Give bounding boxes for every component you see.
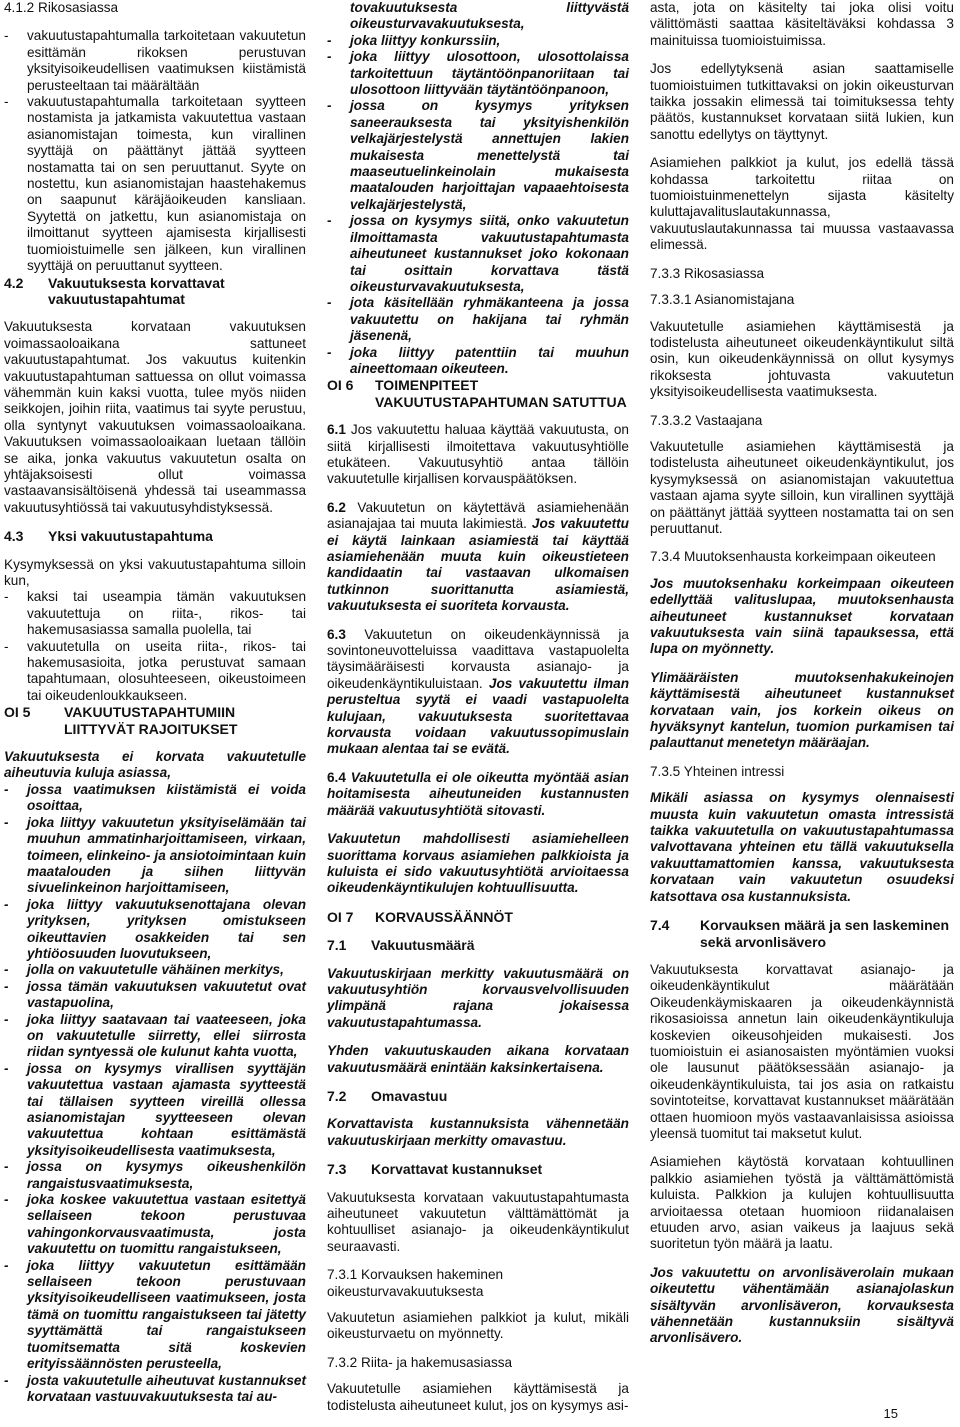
paragraph: tovakuutuksesta liittyvästä oikeusturvavakuutuksesta, xyxy=(350,0,629,32)
paragraph-emphasis: Vakuutetulla ei ole oikeutta myöntää asian hoitamisesta aiheutuneiden kustannusten määrää vakuutusyhtiötä sitovasti. xyxy=(327,769,629,818)
section-number: 7.4 xyxy=(650,917,670,934)
paragraph: Vakuutuskirjaan merkitty vakuutusmäärä on vakuutusyhtiön korvausvelvollisuuden ylimpänä rajana jokaisessa vakuutustapahtumassa. xyxy=(327,965,629,1030)
section-4-1-2-title: 4.1.2 Rikosasiassa xyxy=(4,0,119,15)
section-7-2-heading xyxy=(327,1088,629,1104)
section-title: Vakuutuksesta korvattavat vakuutustapahtumat xyxy=(48,274,225,307)
section-title: Omavastuu xyxy=(371,1087,448,1104)
paragraph-number: 6.4 xyxy=(327,769,346,785)
section-number: 7.3 xyxy=(327,1161,347,1178)
list-item: - joka liittyy saatavaan tai vaateeseen, joka on vakuutetulle siirretty, ellei siirrosta riidan syntyessä ole kulunut kahta vuotta, xyxy=(4,1012,306,1061)
column-2 xyxy=(327,0,629,1414)
paragraph: Vakuutuksesta ei korvata vakuutetulle aiheutuvia kuluja asiassa, xyxy=(4,749,306,781)
section-ol7-heading xyxy=(327,909,629,925)
paragraph: Vakuutuksesta korvattavat asianajo- ja oikeudenkäyntikulut määrätään Oikeudenkäymiskaaren ja oikeudenkäynnistä rikosasioissa annetun lain oikeudenkäyntikuluja koskevien oikeusohjeiden mukaisesti. Jos tuomioistuin ei asianosaisten myöntämien vuoksi ole lausunut päätöksessään asianajo- ja oikeudenkäyntikuluista, tai jos asia on ratkaistu sovintoteitse, korvattavat kustannukset määrätään ottaen huomioon myös vastaavanlaisissa asioissa yleensä tuomitut tai maksetut kulut. xyxy=(650,961,954,1141)
list-item: - vakuutustapahtumalla tarkoitetaan syytteen nostamista ja jatkamista vakuutettua vastaan asianomistajan toimesta, kun virallinen syyttäjä on päättänyt jättää syytteen nostamatta tai on sen peruuttanut. Syyte on nostettu, kun asianomistajan haastehakemus on saapunut käräjäoikeuden kansliaan. Syytettä on jatkettu, kun asianomistaja on ilmoittanut syytteen ajamisesta kirjallisesti tuomioistuimelle sen jälkeen, kun virallinen syyttäjä on peruuttanut syytteen. xyxy=(4,94,306,274)
column-3 xyxy=(650,0,954,1359)
paragraph-number: 6.1 xyxy=(327,422,346,438)
list-item: - joka liittyy vakuutetun yksityiselämään tai muuhun ammatinharjoittamiseen, virkaan, toimeen, elinkeino- ja ansiotoimintaan kuin maatalouden ja siihen liittyvän sivuelinkeinon harjoittamiseen, xyxy=(4,815,306,897)
paragraph-text: Jos vakuutettu haluaa käyttää vakuutusta, on siitä kirjallisesti ilmoitettava vakuutusyhtiölle etukäteen. Vakuutusyhtiö antaa tällöin vakuutetulle kirjallisen korvauspäätöksen. xyxy=(327,422,629,487)
section-title: Korvattavat kustannukset xyxy=(371,1161,543,1178)
section-7-3-2-title: 7.3.2 Riita- ja hakemusasiassa xyxy=(327,1354,513,1370)
paragraph-6-4 xyxy=(327,770,629,819)
paragraph-text: Vakuutetun on käytettävä asiamiehenään asianajajaa tai muuta lakimiestä. xyxy=(327,499,629,532)
list-item: - jossa on kysymys siitä, onko vakuutetun ilmoittamasta vakuutustapahtumasta aiheutuneet kustannukset joko kokonaan tai osittain korvattava tästä oikeusturvavakuutuksesta, xyxy=(327,213,629,295)
list-item: - vakuutustapahtumalla tarkoitetaan vakuutetun esittämän rikoksen perustuvan yksityisoikeudellisen vaatimuksen kiistämistä perusteeltaan tai määrältään xyxy=(4,28,306,94)
list-item: - jossa on kysymys virallisen syyttäjän vakuutettua vastaan ajamasta syytteestä tai tällaisen syytteen vireillä ollessa asianomistajan syytteeseen olevan vakuutettua kohtaan esittämästä yksityisoikeudellisesta vaatimuksesta, xyxy=(4,1061,306,1159)
list-item: - kaksi tai useampia tämän vakuutuksen vakuutettuja on riita-, rikos- tai hakemusasiassa samalla puolella, tai xyxy=(4,589,306,638)
paragraph-number: 6.2 xyxy=(327,499,346,515)
section-number: 7.1 xyxy=(327,937,347,954)
paragraph: Jos edellytyksenä asian saattamiselle tuomioistuimen tutkittavaksi on jokin oikeusturvan taikka jossakin elimessä tai toimituksessa tehty päätös, kustannukset korvataan siitä lukien, kun sanottu edellytys on täyttynyt. xyxy=(650,61,954,142)
paragraph: Vakuutetun mahdollisesti asiamiehelleen suorittama korvaus asiamiehen palkkioista ja kuluista ei sido vakuutusyhtiötä arvioitaessa oikeudenkäyntikulujen kohtuullisuutta. xyxy=(327,831,629,896)
section-7-3-3-title: 7.3.3 Rikosasiassa xyxy=(650,265,765,281)
paragraph-text: Vakuutetun on oikeudenkäynnissä ja sovintoneuvotteluissa vaadittava vastapuolelta täysimääräisesti korvausta asianajo- ja oikeudenkäyntikuluistaan. xyxy=(327,626,629,691)
section-7-4-heading xyxy=(650,917,954,950)
section-7-3-1-title: 7.3.1 Korvauksen hakeminen oikeusturvavakuutuksesta xyxy=(327,1267,504,1299)
paragraph-6-3 xyxy=(327,627,629,758)
section-7-3-3-2-title: 7.3.3.2 Vastaajana xyxy=(650,412,763,428)
section-number: 7.2 xyxy=(327,1087,347,1104)
list-item: - joka liittyy vakuutuksenottajana olevan yrityksen, yrityksen omistukseen oikeuttavien osakkeiden tai sen yhtiöosuuden luovutukseen, xyxy=(4,897,306,963)
section-7-3-heading xyxy=(327,1161,629,1177)
paragraph: Korvattavista kustannuksista vähennetään vakuutuskirjaan merkitty omavastuu. xyxy=(327,1116,629,1148)
list-item: - jossa on kysymys oikeushenkilön rangaistusvaatimuksesta, xyxy=(4,1159,306,1192)
section-7-3-5-title: 7.3.5 Yhteinen intressi xyxy=(650,763,785,779)
section-title: TOIMENPITEET VAKUUTUSTAPAHTUMAN SATUTTUA xyxy=(375,377,627,410)
section-ol5-heading xyxy=(4,704,306,737)
list-item: - jolla on vakuutetulle vähäinen merkitys, xyxy=(4,962,306,978)
section-number: 4.2 xyxy=(4,274,24,291)
section-4-2-heading xyxy=(4,275,306,308)
paragraph: Vakuutetun asiamiehen palkkiot ja kulut, mikäli oikeusturvaetu on myönnetty. xyxy=(327,1310,629,1342)
section-title: Korvauksen määrä ja sen laskeminen sekä arvonlisävero xyxy=(700,917,950,950)
section-7-1-heading xyxy=(327,937,629,953)
paragraph: asta, jota on käsitelty tai joka olisi voitu välittömästi saattaa käsiteltäväksi kohdassa 3 mainituissa tuomioistuimissa. xyxy=(650,0,954,48)
list-item: - vakuutetulla on useita riita-, rikos- tai hakemusasioita, jotka perustuvat samaan tapahtumaan, olosuhteeseen, oikeustoimeen tai oikeudenloukkaukseen. xyxy=(4,639,306,705)
section-title: Vakuutusmäärä xyxy=(371,937,475,954)
paragraph: Asiamiehen palkkiot ja kulut, jos edellä tässä kohdassa tarkoitettu riitaa on tuomioistuinmenettelyn sijasta käsitelty kuluttajavalituslautakunnassa, vakuutuslautakunnassa tai muussa vastaavassa elimessä. xyxy=(650,155,954,253)
paragraph-6-2 xyxy=(327,500,629,615)
section-4-3-heading xyxy=(4,528,306,544)
section-title: VAKUUTUSTAPAHTUMIIN LIITTYVÄT RAJOITUKSET xyxy=(64,704,238,737)
paragraph: Kysymyksessä on yksi vakuutustapahtuma silloin kun, xyxy=(4,556,306,588)
list-item: - jota käsitellään ryhmäkanteena ja jossa vakuutettu on hakijana tai ryhmän jäsenenä, xyxy=(327,295,629,344)
list-item: - joka liittyy vakuutetun esittämään sellaiseen tekoon perustuvaan yksityisoikeudelliseen vaatimukseen, josta tämä on tuomittu rangaistukseen tai jätetty syyttämättä tai rangaistukseen tuomitsematta sitä koskevien erityissäännösten perusteella, xyxy=(4,1258,306,1373)
section-7-3-3-1-title: 7.3.3.1 Asianomistajana xyxy=(650,292,795,308)
paragraph: Vakuutuksesta korvataan vakuutustapahtumasta aiheutuneet vakuutetun välttämättömät ja kohtuulliset asianajo- ja oikeudenkäyntikulut seuraavasti. xyxy=(327,1189,629,1254)
section-number: 4.3 xyxy=(4,528,24,545)
paragraph: Ylimääräisten muutoksenhakukeinojen käyttämisestä aiheutuneet kustannukset korvataan vain, jos korkein oikeus on hyväksynyt kantelun, tuomion purkamisen tai palauttanut menetetyn määräajan. xyxy=(650,669,954,751)
section-title: Yksi vakuutustapahtuma xyxy=(48,528,213,545)
paragraph: Yhden vakuutuskauden aikana korvataan vakuutusmäärä enintään kaksinkertaisena. xyxy=(327,1043,629,1075)
list-item: - joka koskee vakuutettua vastaan esitettyä sellaiseen tekoon perustuvaa vahingonkorvausvaatimusta, josta vakuutettu on tuomittu rangaistukseen, xyxy=(4,1192,306,1258)
paragraph: Vakuutetulle asiamiehen käyttämisestä ja todistelusta aiheutuneet oikeudenkäyntikulut siltä osin, kun oikeudenkäynnissä on ollut kysymys rikoksesta johtuvasta vakuutetun yksityisoikeudellisesta vaatimuksesta. xyxy=(650,318,954,400)
section-number: OI 6 xyxy=(327,377,354,394)
section-number: OI 7 xyxy=(327,908,354,925)
list-item: - josta vakuutetulle aiheutuvat kustannukset korvataan vastuuvakuutuksesta tai au- xyxy=(4,1373,306,1406)
page-number: 15 xyxy=(883,1406,898,1421)
paragraph: Asiamiehen käytöstä korvataan kohtuullinen palkkio asiamiehen työstä ja välttämättömistä kuluista. Palkkion ja kulujen kohtuullisuutta arvioitaessa otetaan huomioon riidanalaisen etuuden arvo, asian vaikeus ja laajuus sekä suoritetun työn määrä ja laatu. xyxy=(650,1154,954,1252)
section-number: OI 5 xyxy=(4,704,31,721)
paragraph: Jos vakuutettu on arvonlisäverolain mukaan oikeutettu vähentämään asianajolaskun sisältyvän arvonlisäveron, korvauksesta vähennetään kustannuksiin sisältyvä arvonlisävero. xyxy=(650,1264,954,1346)
section-title: KORVAUSSÄÄNNÖT xyxy=(375,908,513,925)
section-7-3-4-title: 7.3.4 Muutoksenhausta korkeimpaan oikeuteen xyxy=(650,549,936,565)
paragraph: Vakuutetulle asiamiehen käyttämisestä ja todistelusta aiheutuneet oikeudenkäyntikulut, jos kysymyksessä on asianomistajan vakuutettua vastaan ajama syyte silloin, kun virallinen syyttäjä on päättänyt jättää syytteen nostamatta tai on sen peruuttanut. xyxy=(650,438,954,536)
list-item: - joka liittyy konkurssiin, xyxy=(327,33,629,49)
list-item: - jossa vaatimuksen kiistämistä ei voida osoittaa, xyxy=(4,782,306,815)
list-item: - jossa tämän vakuutuksen vakuutetut ovat vastapuolina, xyxy=(4,979,306,1012)
paragraph-emphasis: Jos vakuutettu ei käytä lainkaan asiamiestä tai käyttää asiamiehenään muuta kuin oikeustieteen kandidaatin tai vastaavan ulkomaisen tutkinnon suorittanutta asiamiestä, vakuutuksesta ei suoriteta korvausta. xyxy=(327,516,629,614)
paragraph-emphasis: Jos vakuutettu ilman perusteltua syytä ei vaadi vastapuolelta kulujaan, vakuutuksesta suoritettavaa korvausta voidaan vakuutussopimuslain mukaan alentaa tai se evätä. xyxy=(327,675,629,757)
paragraph: Vakuutuksesta korvataan vakuutuksen voimassaoloaikana sattuneet vakuutustapahtumat. Jos vakuutus kuitenkin vakuutustapahtuman sattuessa on ollut voimassa vähemmän kuin kaksi vuotta, tulee myös niiden seikkojen, joihin riita, vaatimus tai syyte perustuu, olla syntynyt vakuutuksen voimassaoloaikana. Vakuutuksen voimassaoloaikaan luetaan tällöin se aika, jonka vakuutus vakuutetun osalta on yhtäjaksoisesti ollut voimassa vastaavansisältöisenä yhdessä tai useammassa vakuutusyhtiössä tai vakuutusyhdistyksessä. xyxy=(4,319,306,515)
column-1 xyxy=(4,0,306,1405)
paragraph: Mikäli asiassa on kysymys olennaisesti muusta kuin vakuutetun omasta intressistä taikka vakuutetulla on vakuutustapahtumassa valvottavana yhteinen etu tällä vakuutuksella vakuuttamattomien kanssa, vakuutuksesta korvataan vain vakuutetun osuudeksi katsottava osa kustannuksista. xyxy=(650,790,954,904)
list-item: - joka liittyy ulosottoon, ulosottolaissa tarkoitettuun täytäntöönpanoriitaan tai ulosottoon liittyvään täytäntöönpanoon, xyxy=(327,49,629,98)
paragraph-6-1 xyxy=(327,422,629,488)
paragraph: Jos muutoksenhaku korkeimpaan oikeuteen edellyttää valituslupaa, muutoksenhausta aiheutuneet kustannukset korvataan vakuutuksesta vain siinä tapauksessa, että lupa on myönnetty. xyxy=(650,575,954,657)
paragraph-number: 6.3 xyxy=(327,626,346,642)
section-ol6-heading xyxy=(327,377,629,410)
paragraph: Vakuutetulle asiamiehen käyttämisestä ja todistelusta aiheutuneet kulut, jos on kysymys asi- xyxy=(327,1381,629,1413)
list-item: - joka liittyy patenttiin tai muuhun aineettomaan oikeuteen. xyxy=(327,345,629,378)
list-item: - jossa on kysymys yrityksen saneerauksesta tai yksityishenkilön velkajärjestelystä annettujen lakien mukaisesta menettelystä tai maaseutuelinkeinolain mukaisesta maatalouden harjoittajan vapaaehtoisesta velkajärjestelystä, xyxy=(327,98,629,213)
